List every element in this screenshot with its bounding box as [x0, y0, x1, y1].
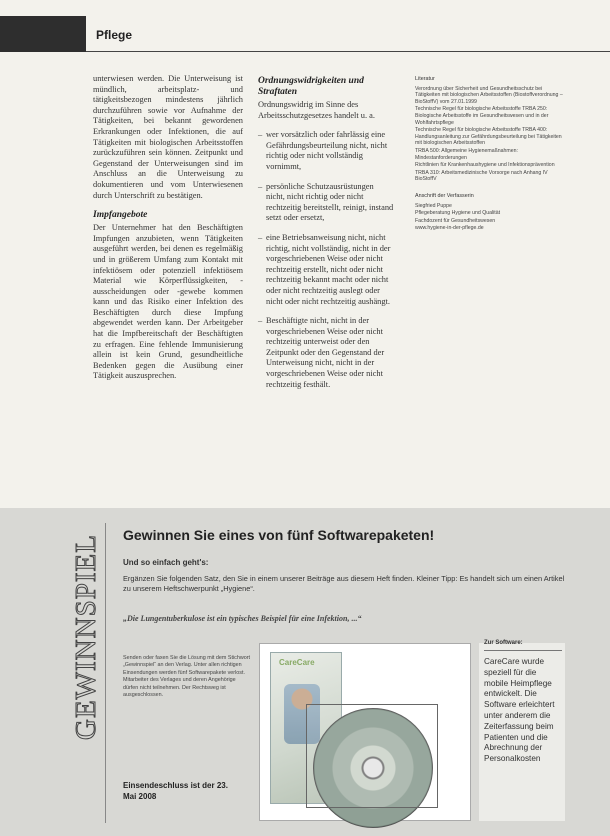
author-line: Pflegeberatung Hygiene und Qualität — [415, 210, 501, 217]
literature-heading: Literatur — [415, 76, 435, 82]
article-paragraph: unterwiesen werden. Die Unterweisung ist mündlich, arbeitsplatz- und tätigkeitsbezogen mindestens jährlich durchzuführen sowie vor Aufnahme der Tätigkeiten, bei bekannt gewordenen Erkrankungen oder Infektionen, die auf Tätigkeiten mit biologischen Arbeitsstoffen zurückzuführen sein können. Zeitpunkt und Gegenstand der Unterweisungen sind im Anschluss an die Unterweisung zu dokumentieren und vom Unterwiesenen durch Unterschrift zu bestätigen. — [93, 74, 243, 200]
violation-list — [258, 130, 394, 390]
software-sidebar-title: Zur Software: — [484, 640, 523, 646]
author-line: Siegfried Puppe — [415, 202, 452, 209]
contest-quote: „Die Lungentuberkulose ist ein typisches Beispiel für eine Infektion, ...“ — [123, 614, 362, 623]
section-label: Pflege — [96, 28, 133, 42]
contest-body: Senden oder faxen Sie die Lösung mit dem Stichwort „Gewinnspiel“ an den Verlag. Unter allen richtigen Einsendungen werden fünf Softwarepakete verlost. Mitarbeiter des Verlages und deren Angehörige dürfen nicht teilnehmen. Der Rechtsweg ist ausgeschlossen. — [123, 655, 251, 699]
contest-subtitle: Und so einfach geht's: — [123, 558, 209, 567]
contest-vertical-title-text: GEWINNSPIEL — [70, 534, 102, 740]
reference-item: Technische Regel für biologische Arbeitsstoffe TRBA 250: Biologische Arbeitsstoffe im Gesundheitswesen und in der Wohlfahrtspflege — [415, 106, 549, 126]
article-column-1 — [93, 74, 243, 391]
cd-jewel-case — [306, 704, 438, 808]
article-column-3 — [415, 76, 565, 233]
article-paragraph: Der Unternehmer hat den Beschäftigten Impfungen anzubieten, wenn Tätigkeiten ausgeführt werden, bei denen es regelmäßig und in größerem Umfang zum Kontakt mit infektiösem oder potenziell infektiösem Material wie Körperflüssigkeiten, -ausscheidungen oder -gewebe kommen kann und das Risiko einer Infektion des Beschäftigten durch diese Impfung abgewendet werden kann. Der Arbeitgeber hat die Impfbereitschaft der Beschäftigten zu erfragen. Eine fehlende Immunisierung allein ist kein Grund, gesundheitliche Bedenken gegen die Ausübung einer Tätigkeit auszusprechen. — [93, 223, 243, 381]
reference-item: TRBA 500: Allgemeine Hygienemaßnahmen: Mindestanforderungen — [415, 147, 518, 161]
list-item: – persönliche Schutzausrüstungen nicht, nicht richtig oder nicht rechtzeitig bereitstellt, reinigt, instand setzt oder ersetzt, — [258, 182, 394, 224]
article-paragraph: Ordnungswidrig im Sinne des Arbeitsschutzgesetzes handelt u. a. — [258, 100, 375, 120]
list-item: – wer vorsätzlich oder fahrlässig eine Gefährdungsbeurteilung nicht, nicht richtig oder nicht vollständig vornimmt, — [258, 130, 394, 172]
reference-item: TRBA 310: Arbeitsmedizinische Vorsorge nach Anhang IV BioStoffV — [415, 169, 548, 183]
article-heading-ordnungswidrigkeiten: Ordnungswidrigkeiten und Straftaten — [258, 76, 364, 97]
software-sidebar-rule — [484, 650, 562, 651]
article-heading-impfangebote: Impfangebote — [93, 210, 148, 221]
header-block — [0, 16, 86, 52]
contest-title: Gewinnen Sie eines von fünf Softwarepaketen! — [123, 527, 435, 543]
contest-deadline: Einsendeschluss ist der 23. Mai 2008 — [123, 781, 228, 801]
contest-instructions: Ergänzen Sie folgenden Satz, den Sie in einem unserer Beiträge aus diesem Heft finden. Kleiner Tipp: Es handelt sich um einen Artikel zu unserem Heftschwerpunkt „Hygiene“. — [123, 574, 565, 593]
reference-item: Verordnung über Sicherheit und Gesundheitsschutz bei Tätigkeiten mit biologischen Arbeitsstoffen (Biostoffverordnung – BioStoffV) vom 27.01.1999 — [415, 85, 563, 105]
reference-item: Technische Regel für biologische Arbeitsstoffe TRBA 400: Handlungsanleitung zur Gefährdungsbeurteilung bei Tätigkeiten mit biologischen Arbeitsstoffen — [415, 127, 562, 147]
reference-item: Richtlinien für Krankenhaushygiene und Infektionsprävention — [415, 162, 555, 169]
contest-divider — [105, 523, 106, 823]
software-sidebar-text: CareCare wurde speziell für die mobile Heimpflege entwickelt. Die Software erleichtert unter anderem die Zeiterfassung beim Patienten und die Abrechnung der Personalkosten — [484, 657, 555, 764]
author-line: www.hygiene-in-der-pflege.de — [415, 225, 484, 232]
list-item: – eine Betriebsanweisung nicht, nicht richtig, nicht vollständig, nicht in der vorgeschriebenen Weise oder nicht rechtzeitig erstellt, nicht oder nicht rechtzeitig bekannt macht oder nicht oder nicht rechtzeitig auslegt oder nicht oder nicht rechtzeitig aushängt. — [258, 233, 394, 307]
author-heading: Anschrift der Verfasserin — [415, 192, 474, 199]
list-item: – Beschäftigte nicht, nicht in der vorgeschriebenen Weise oder nicht rechtzeitig unterweist oder den Zeitpunkt oder den Gegenstand der Unterweisung nicht, nicht in der vorgeschriebenen Weise oder nicht rechtzeitig festhält. — [258, 316, 394, 390]
contest-vertical-title — [70, 534, 102, 740]
article-column-2 — [258, 76, 394, 399]
author-line: Fachdozent für Gesundheitswesen — [415, 217, 496, 224]
product-brand: CareCare — [279, 658, 315, 667]
header-rule — [86, 51, 610, 52]
